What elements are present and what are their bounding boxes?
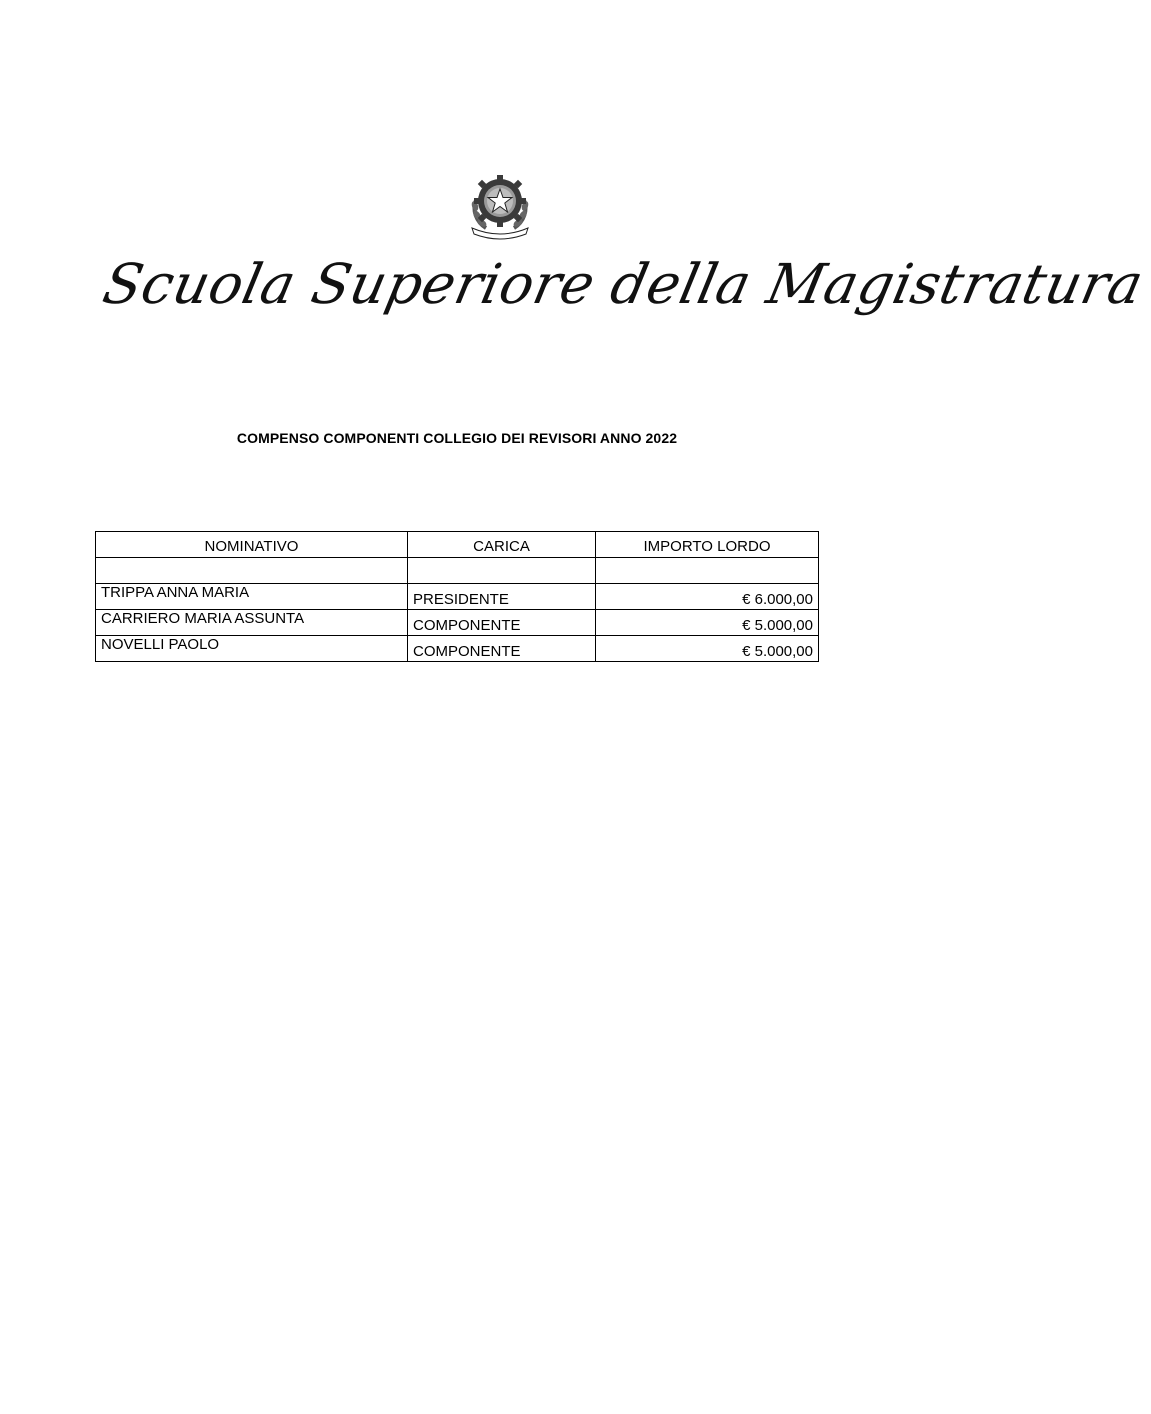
cell-carica: COMPONENTE [408,636,596,662]
table-row [96,636,819,662]
column-header-importo: IMPORTO LORDO [596,532,819,558]
cell-importo: € 5.000,00 [596,636,819,662]
cell-nominativo: NOVELLI PAOLO [96,636,408,662]
table-row [96,558,819,584]
cell-importo: € 5.000,00 [596,610,819,636]
table-header-row [96,532,819,558]
institution-name: Scuola Superiore della Magistratura [97,252,1149,316]
compensation-table [95,531,819,662]
italian-republic-emblem-icon [466,170,534,240]
cell-importo: € 6.000,00 [596,584,819,610]
cell-nominativo: CARRIERO MARIA ASSUNTA [96,610,408,636]
column-header-nominativo: NOMINATIVO [96,532,408,558]
table-row [96,584,819,610]
cell-carica [408,558,596,584]
cell-nominativo: TRIPPA ANNA MARIA [96,584,408,610]
document-title: COMPENSO COMPONENTI COLLEGIO DEI REVISORI ANNO 2022 [236,430,678,446]
cell-carica: COMPONENTE [408,610,596,636]
cell-importo [596,558,819,584]
cell-carica: PRESIDENTE [408,584,596,610]
cell-nominativo [96,558,408,584]
table-row [96,610,819,636]
column-header-carica: CARICA [408,532,596,558]
